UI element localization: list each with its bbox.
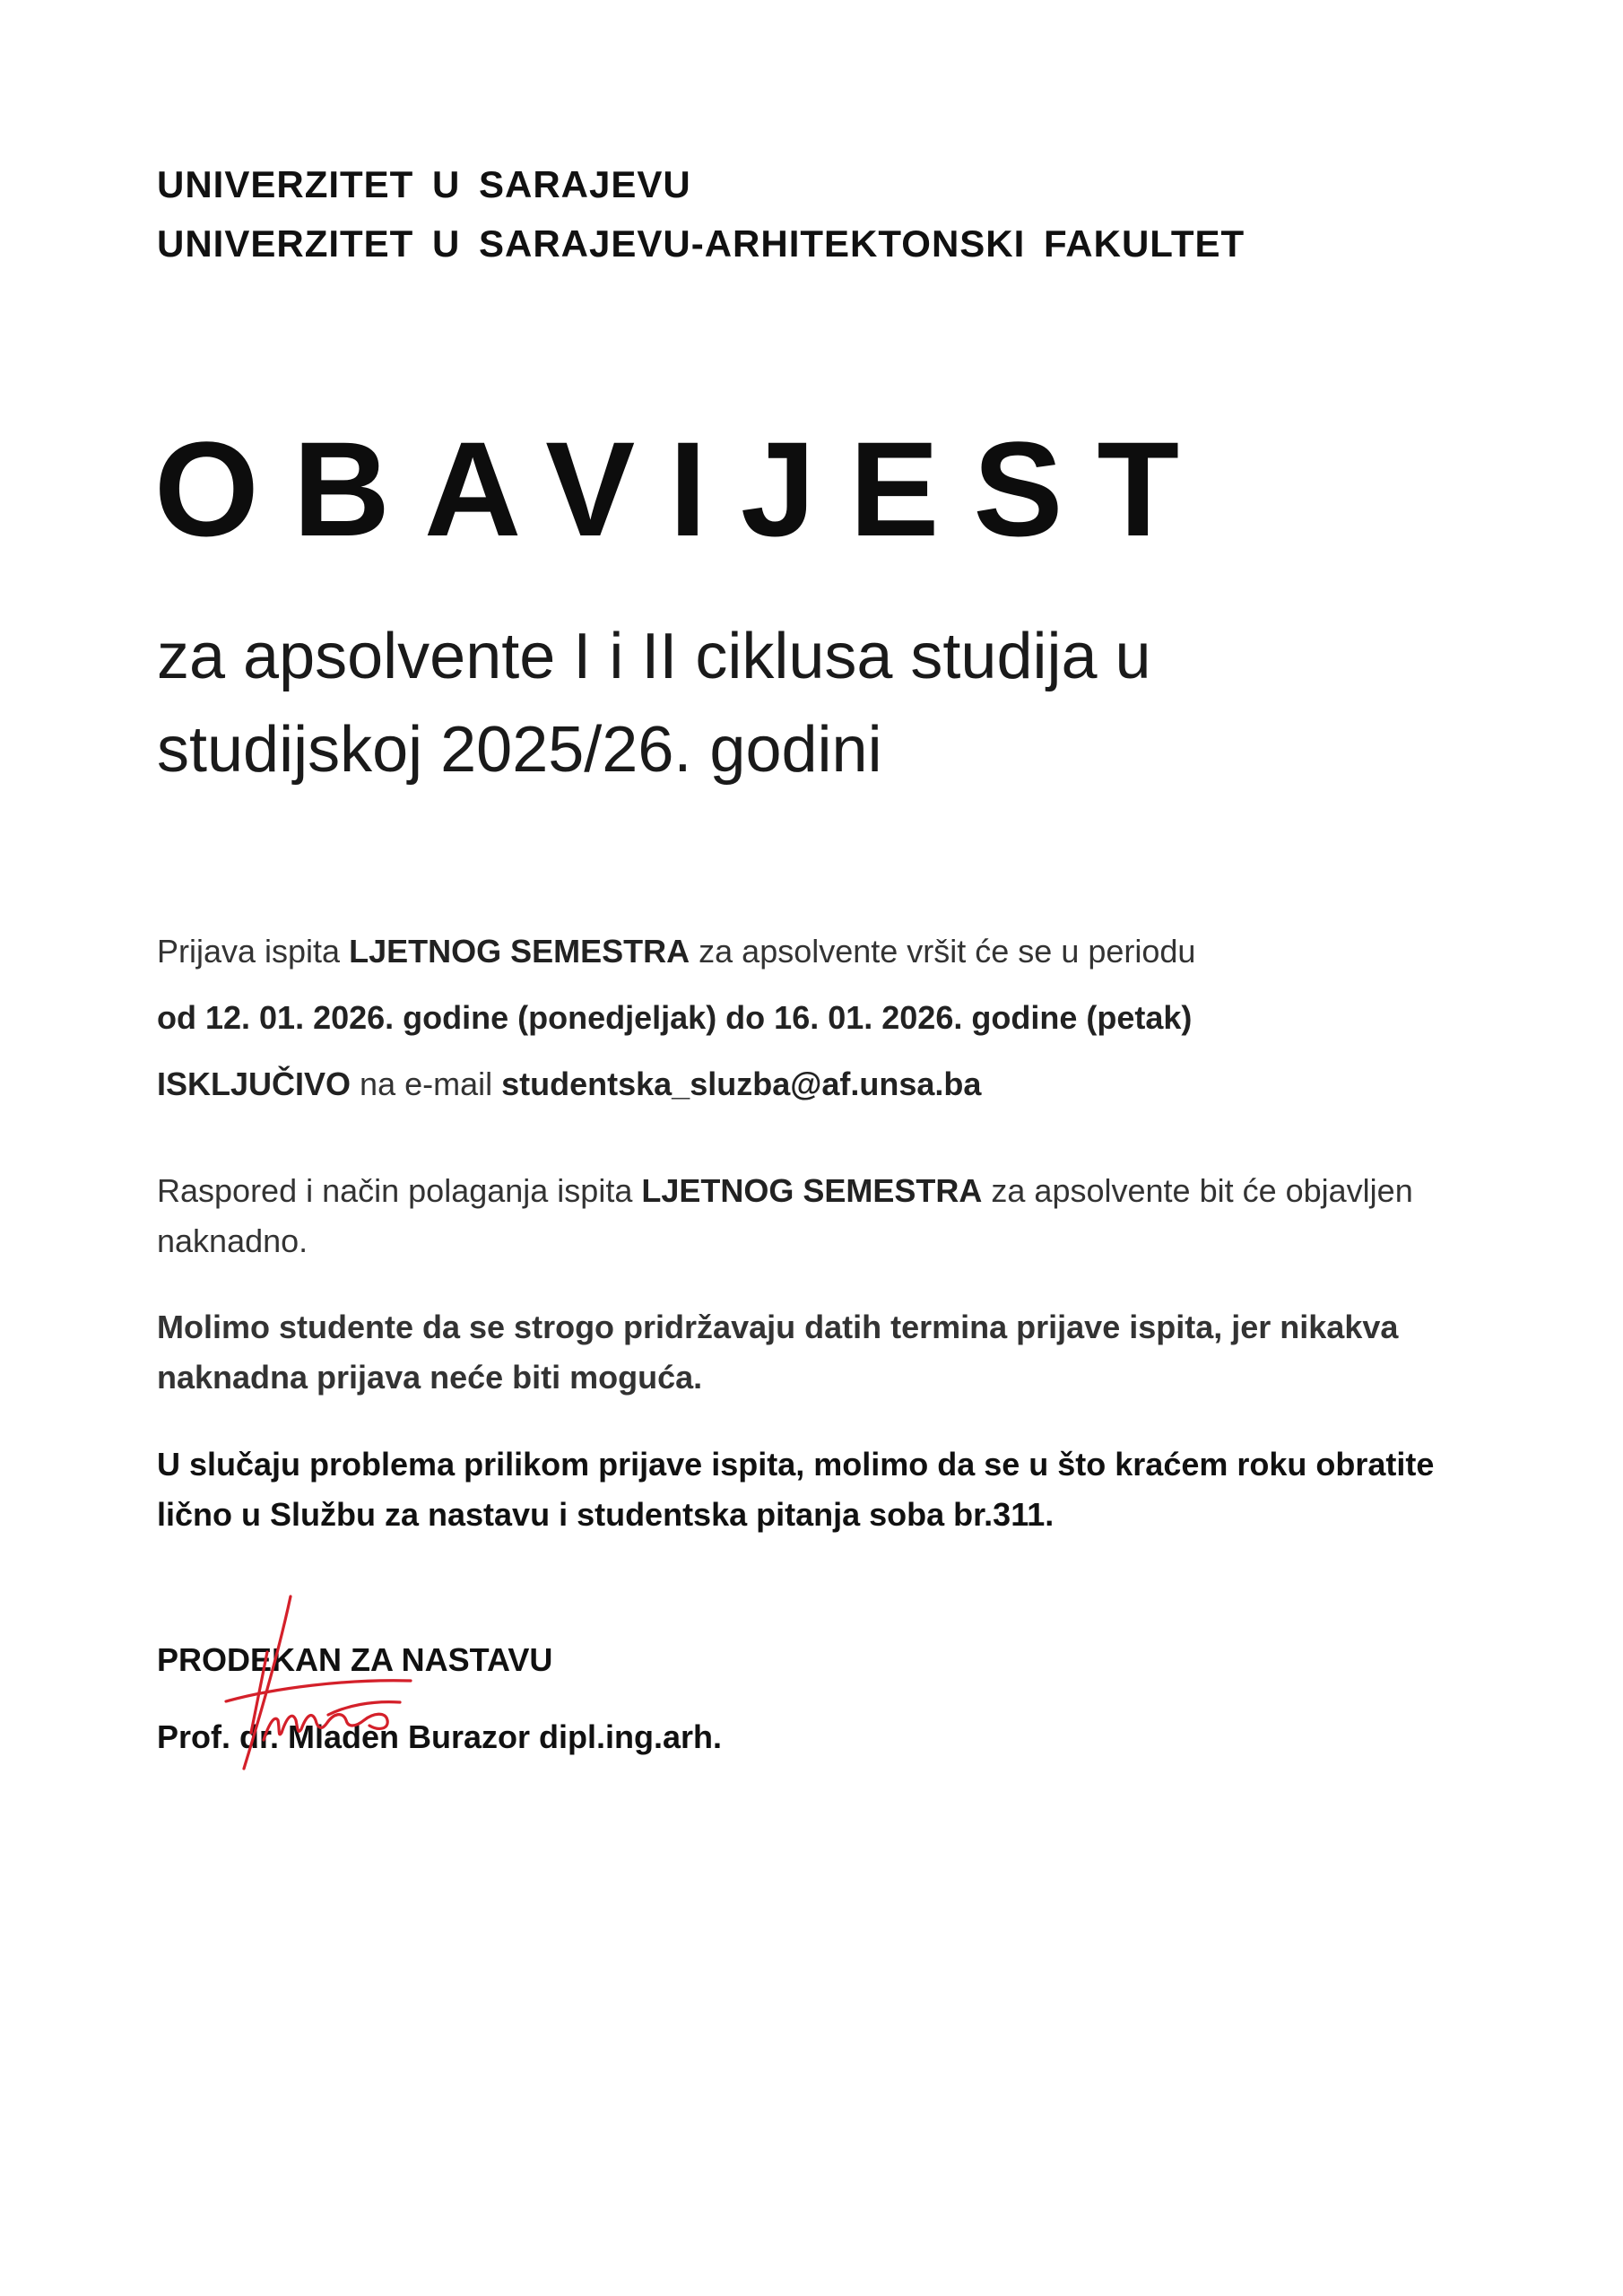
semester-emphasis: LJETNOG SEMESTRA [349,933,690,970]
schedule-paragraph [157,1166,1484,1266]
email-label: na e-mail [351,1065,502,1102]
contact-email: studentska_sluzba@af.unsa.ba [501,1065,982,1102]
exclusively-emphasis: ISKLJUČIVO [157,1065,352,1102]
schedule-suffix: za apsolvente bit će objavljen [982,1172,1413,1209]
university-name: UNIVERZITET U SARAJEVU [157,163,691,205]
registration-period [157,985,1484,1051]
schedule-line-2: naknadno. [157,1222,308,1259]
registration-email-line [157,1051,1484,1118]
subtitle-line-1: za apsolvente I i II ciklusa studija u [157,621,1151,692]
signatory-name: Prof. dr. Mladen Burazor dipl.ing.arh. [157,1718,723,1755]
contact-line-1: U slučaju problema prilikom prijave ispita, molimo da se u što kraćem roku obratite [157,1446,1435,1483]
schedule-line-1 [157,1166,1484,1216]
registration-line-1 [157,918,1484,985]
registration-prefix: Prijava ispita [157,933,350,970]
warning-line-2: naknadna prijava neće biti moguća. [157,1359,703,1396]
schedule-prefix: Raspored i način polaganja ispita [157,1172,642,1209]
faculty-name: UNIVERZITET U SARAJEVU-ARHITEKTONSKI FAKULTET [157,222,1245,265]
signatory-role: PRODEKAN ZA NASTAVU [157,1641,553,1678]
contact-line-2: lično u Službu za nastavu i studentska pitanja soba br.311. [157,1496,1055,1533]
schedule-semester-emphasis: LJETNOG SEMESTRA [641,1172,983,1209]
handwritten-signature [212,1589,418,1778]
notice-subtitle [157,610,1323,796]
contact-paragraph [157,1439,1484,1540]
registration-suffix: za apsolvente vršit će se u periodu [690,933,1196,970]
registration-dates: od 12. 01. 2026. godine (ponedjeljak) do 16. 01. 2026. godine (petak) [157,999,1193,1036]
registration-paragraph [157,918,1484,1118]
notice-title: OBAVIJEST [154,413,1214,564]
warning-line-1: Molimo studente da se strogo pridržavaju datih termina prijave ispita, jer nikakva [157,1309,1399,1345]
warning-paragraph [157,1302,1484,1403]
subtitle-line-2: studijskoj 2025/26. godini [157,714,882,786]
